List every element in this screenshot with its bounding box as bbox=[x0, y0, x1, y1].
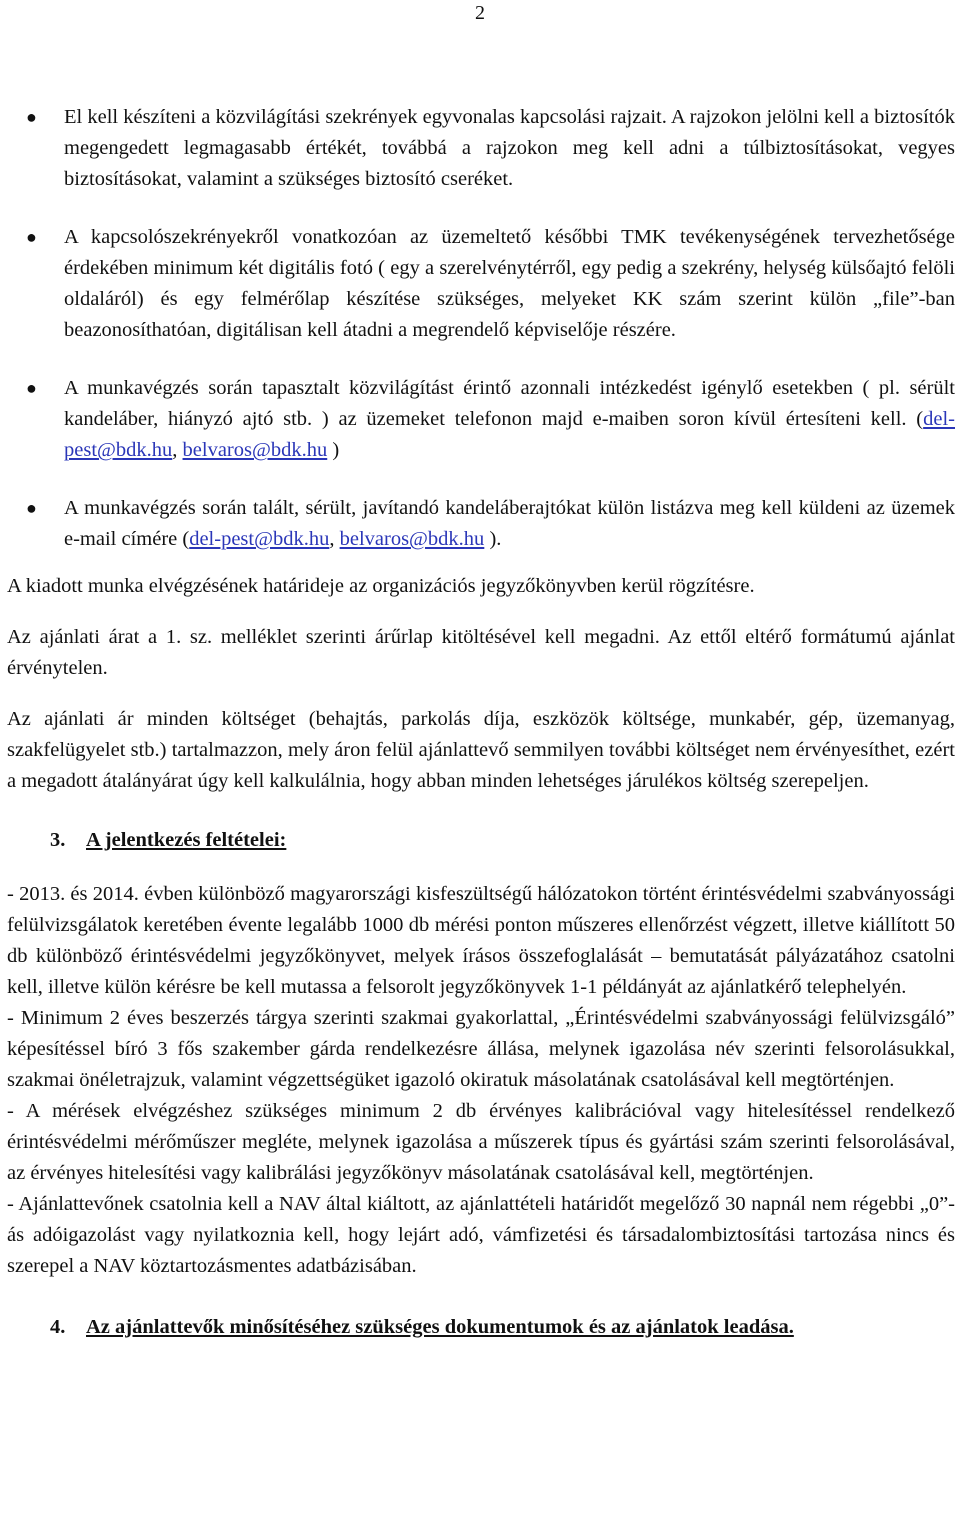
list-item bbox=[7, 493, 955, 555]
price-costs-paragraph: Az ajánlati ár minden költséget (behajtás, parkolás díja, eszközök költsége, munkabér, gép, üzemanyag, szakfelügyelet stb.) tartalmazzon, mely áron felül ajánlattevő semmilyen további költséget nem érvényesíthet, ezért a megadott átalányárat úgy kell kalkulálnia, hogy abban minden lehetséges járulékos költség szerepeljen. bbox=[7, 708, 955, 792]
email-link-del-pest[interactable]: del-pest@bdk.hu bbox=[189, 528, 330, 550]
requirement-item: - Minimum 2 éves beszerzés tárgya szerinti szakmai gyakorlattal, „Érintésvédelmi szabványossági felülvizsgáló” képesítéssel bíró 3 fős szakember gárda rendelkezésre állása, melynek igazolása név szerinti felsorolásukkal, szakmai önéletrajzuk, valamint végzettségüket igazoló okiratuk másolatának csatolásával kell megtörténjen. bbox=[7, 1007, 955, 1091]
list-item-text: A kapcsolószekrényekről vonatkozóan az üzemeltető későbbi TMK tevékenységének tervezhetősége érdekében minimum két digitális fotó ( egy a szerelvénytérről, egy pedig a szekrény, helység külsőajtó felöli oldaláról) és egy felmérőlap készítése szükséges, melyeket KK szám szerint külön „file”-ban beazonosíthatóan, digitálisan kell átadni a megrendelő képviselője részére. bbox=[64, 226, 955, 341]
deadline-paragraph: A kiadott munka elvégzésének határideje az organizációs jegyzőkönyvben kerül rögzítésre. bbox=[7, 575, 755, 597]
email-link-belvaros[interactable]: belvaros@bdk.hu bbox=[339, 528, 485, 550]
document-body bbox=[7, 102, 955, 1366]
section-number: 3. bbox=[50, 829, 66, 851]
price-form-paragraph: Az ajánlati árat a 1. sz. melléklet szerinti árűrlap kitöltésével kell megadni. Az ettől eltérő formátumú ajánlat érvénytelen. bbox=[7, 626, 955, 679]
list-item-text: El kell készíteni a közvilágítási szekrények egyvonalas kapcsolási rajzait. A rajzokon jelölni kell a biztosítók megengedett legmagasabb értékét, továbbá a rajzokon meg kell adni a túlbiztosításokat, vegyes biztosításokat, valamint a szükséges biztosító cseréket. bbox=[64, 106, 955, 190]
requirements-block bbox=[7, 879, 955, 1282]
bullet-list bbox=[7, 102, 955, 555]
section-heading-4 bbox=[7, 1312, 955, 1343]
bullet-icon: ● bbox=[26, 378, 37, 398]
section-title: A jelentkezés feltételei: bbox=[86, 829, 287, 851]
section-heading-3 bbox=[7, 825, 955, 856]
list-item-text: A munkavégzés során tapasztalt közvilágítást érintő azonnali intézkedést igénylő esetekben ( pl. sérült kandeláber, hiányzó ajtó stb. ) az üzemeket telefonon majd e-maiben soron kívül értesíteni kell. ( bbox=[64, 377, 955, 430]
email-link-del-pest[interactable]: del-pest@bdk.hu bbox=[64, 408, 955, 461]
list-item-text-end: ) bbox=[327, 439, 340, 461]
list-item-text: A munkavégzés során talált, sérült, javítandó kandeláberajtókat külön listázva meg kell küldeni az üzemek e-mail címére ( bbox=[64, 497, 955, 550]
section-title: Az ajánlattevők minősítéséhez szükséges dokumentumok és az ajánlatok leadása. bbox=[86, 1316, 794, 1338]
bullet-icon: ● bbox=[26, 227, 37, 247]
bullet-icon: ● bbox=[26, 498, 37, 518]
email-link-belvaros[interactable]: belvaros@bdk.hu bbox=[182, 439, 328, 461]
page-number: 2 bbox=[475, 2, 485, 24]
separator-text: , bbox=[172, 439, 183, 461]
requirement-item: - A mérések elvégzéshez szükséges minimum 2 db érvényes kalibrációval vagy hitelesítéssel rendelkező érintésvédelmi mérőműszer megléte, melynek igazolása a műszerek típus és gyártási szám szerinti felsorolásával, az érvényes hitelesítési vagy kalibrálási jegyzőkönyv másolatának csatolásával kell, megtörténjen. bbox=[7, 1100, 955, 1184]
requirement-item: - Ajánlattevőnek csatolnia kell a NAV által kiáltott, az ajánlattételi határidőt megelőző 30 napnál nem régebbi „0”- ás adóigazolást vagy nyilatkoznia kell, hogy lejárt adó, vámfizetési és társadalombiztosítási tartozása nincs és szerepel a NAV köztartozásmentes adatbázisában. bbox=[7, 1193, 955, 1277]
separator-text: , bbox=[329, 528, 340, 550]
bullet-icon: ● bbox=[26, 107, 37, 127]
list-item-text-end: ). bbox=[484, 528, 502, 550]
requirement-item: - 2013. és 2014. évben különböző magyarországi kisfeszültségű hálózatokon történt érintésvédelmi szabványossági felülvizsgálatok keretében évente legalább 1000 db mérési ponton műszeres ellenőrzést végzett, illetve kiállított 50 db különböző érintésvédelmi jegyzőkönyvet, melyek írásos összefoglalását – bemutatását pályázatához csatolni kell, illetve külön kérésre be kell mutassa a felsorolt jegyzőkönyvek 1-1 példányát az ajánlatkérő telephelyén. bbox=[7, 883, 955, 998]
list-item bbox=[7, 222, 955, 346]
list-item bbox=[7, 102, 955, 195]
section-number: 4. bbox=[50, 1316, 66, 1338]
list-item bbox=[7, 373, 955, 466]
